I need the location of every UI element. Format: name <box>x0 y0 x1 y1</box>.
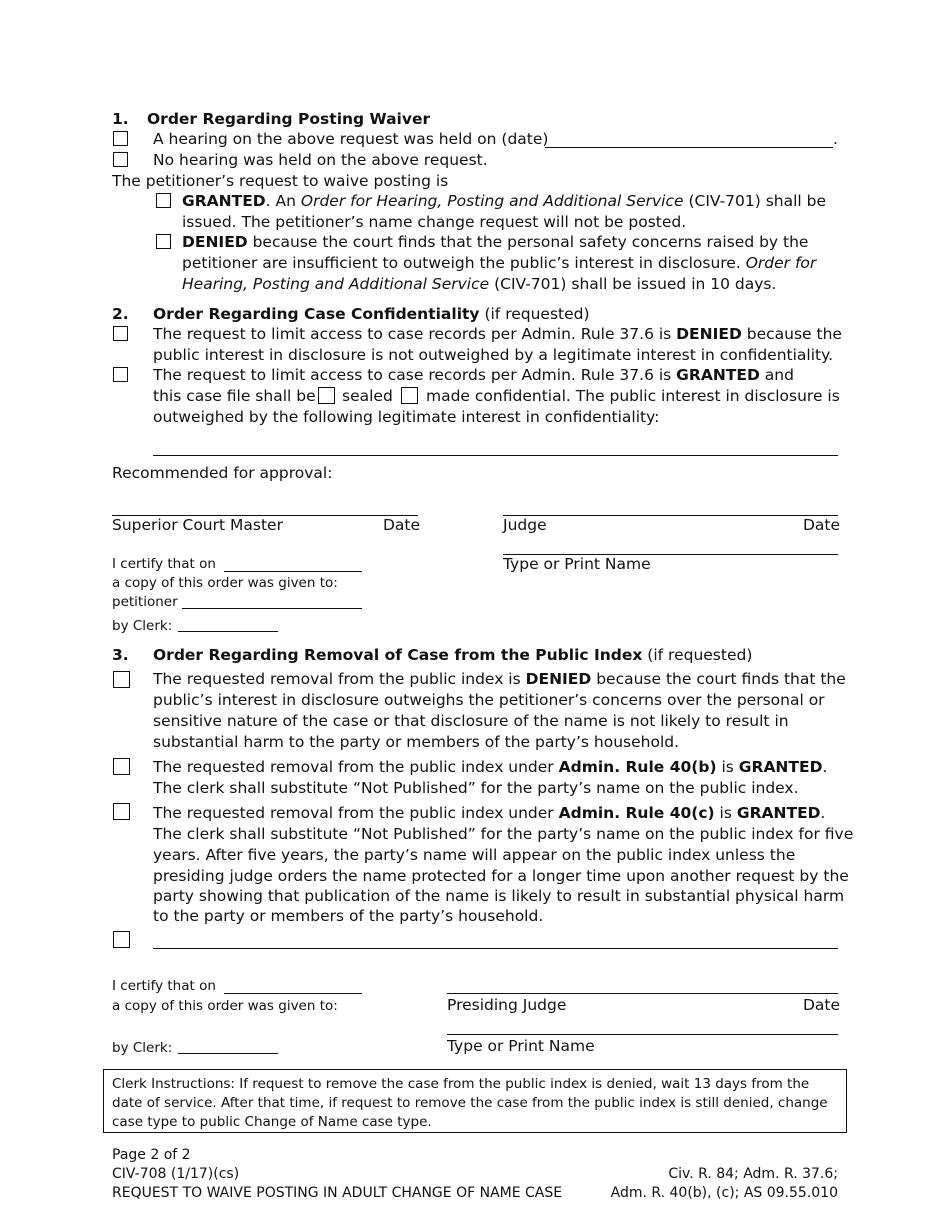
no-hearing-checkbox[interactable] <box>113 152 128 167</box>
hearing-held-label: A hearing on the above request was held on (date) <box>153 130 549 148</box>
clerk-instructions-text: Clerk Instructions: If request to remove the case from the public index is denied, wait 13 days from the date of service. After that time, if request to remove the case from the public index is still denied, change case type to public Change of Name case type. <box>112 1076 828 1130</box>
cert2-clerk-line[interactable] <box>178 1053 278 1054</box>
section-2-number: 2. <box>112 305 129 323</box>
footer-page-number: Page 2 of 2 <box>112 1147 191 1163</box>
removal-40c-line3: years. After five years, the party’s name will appear on the public index unless the <box>153 846 796 864</box>
posting-denied-line1: DENIED because the court finds that the personal safety concerns raised by the <box>182 233 809 251</box>
removal-40c-line6: to the party or members of the party’s household. <box>153 907 544 925</box>
presiding-judge-signature-line[interactable] <box>447 993 838 994</box>
posting-granted-line2: issued. The petitioner’s name change request will not be posted. <box>182 213 687 231</box>
section-3-title: Order Regarding Removal of Case from the Public Index (if requested) <box>153 646 753 664</box>
judge-label: Judge <box>503 516 547 534</box>
sealed-label: sealed <box>342 387 393 405</box>
presiding-judge-date-label: Date <box>803 996 841 1014</box>
confidentiality-denied-line2: public interest in disclosure is not outweighed by a legitimate interest in confidentiality. <box>153 346 834 364</box>
confidentiality-granted-line2a: this case file shall be <box>153 387 316 405</box>
cert2-date-line[interactable] <box>224 993 362 994</box>
cert1-clerk-label: by Clerk: <box>112 618 173 634</box>
footer-form-number: CIV-708 (1/17)(cs) <box>112 1166 240 1182</box>
removal-40b-line2: The clerk shall substitute “Not Published” for the party’s name on the public index. <box>153 779 799 797</box>
section-1-number: 1. <box>112 110 129 128</box>
section-2-title: Order Regarding Case Confidentiality (if requested) <box>153 305 590 323</box>
posting-granted-line1: GRANTED. An Order for Hearing, Posting and Additional Service (CIV-701) shall be <box>182 192 827 210</box>
confidential-checkbox[interactable] <box>401 387 418 404</box>
removal-denied-line3: sensitive nature of the case or that disclosure of the name is not likely to result in <box>153 712 789 730</box>
legitimate-interest-line[interactable] <box>153 455 838 456</box>
footer-rules-line2: Adm. R. 40(b), (c); AS 09.55.010 <box>610 1185 838 1201</box>
confidentiality-granted-checkbox[interactable] <box>113 367 128 382</box>
presiding-judge-label: Presiding Judge <box>447 996 567 1014</box>
removal-40c-line4: presiding judge orders the name protected for a longer time upon another request by the <box>153 867 849 885</box>
cert1-clerk-line[interactable] <box>178 631 278 632</box>
clerk-instructions-box <box>103 1069 847 1133</box>
confidentiality-denied-line1: The request to limit access to case records per Admin. Rule 37.6 is DENIED because the <box>153 325 842 343</box>
no-hearing-label: No hearing was held on the above request. <box>153 151 488 169</box>
master-date-label: Date <box>383 516 421 534</box>
hearing-date-line[interactable] <box>545 147 833 148</box>
removal-40c-line2: The clerk shall substitute “Not Published” for the party’s name on the public index for five <box>153 825 854 843</box>
posting-denied-line2: petitioner are insufficient to outweigh the public’s interest in disclosure. Order for <box>182 254 817 272</box>
removal-other-checkbox[interactable] <box>113 931 130 948</box>
footer-rules-line1: Civ. R. 84; Adm. R. 37.6; <box>668 1166 838 1182</box>
presiding-type-print-label: Type or Print Name <box>447 1037 595 1055</box>
footer-form-title: REQUEST TO WAIVE POSTING IN ADULT CHANGE OF NAME CASE <box>112 1185 563 1201</box>
confidential-label: made confidential. The public interest in disclosure is <box>426 387 840 405</box>
judge-date-label: Date <box>803 516 841 534</box>
confidentiality-denied-checkbox[interactable] <box>113 326 128 341</box>
judge-signature-line[interactable] <box>503 515 838 516</box>
removal-40b-checkbox[interactable] <box>113 758 130 775</box>
posting-denied-line3: Hearing, Posting and Additional Service (CIV-701) shall be issued in 10 days. <box>182 275 777 293</box>
cert1-petitioner-label: petitioner <box>112 594 178 610</box>
removal-denied-line1: The requested removal from the public index is DENIED because the court finds that the <box>153 670 846 688</box>
cert2-clerk-label: by Clerk: <box>112 1040 173 1056</box>
hearing-period: . <box>833 130 838 148</box>
hearing-held-checkbox[interactable] <box>113 131 128 146</box>
cert2-line2: a copy of this order was given to: <box>112 998 338 1014</box>
removal-40b-line1: The requested removal from the public index under Admin. Rule 40(b) is GRANTED. <box>153 758 828 776</box>
cert2-line1: I certify that on <box>112 978 216 994</box>
presiding-judge-name-line[interactable] <box>447 1034 838 1035</box>
cert1-date-line[interactable] <box>224 571 362 572</box>
cert1-petitioner-line[interactable] <box>182 608 362 609</box>
section-1-title: Order Regarding Posting Waiver <box>147 110 431 128</box>
confidentiality-granted-line3: outweighed by the following legitimate interest in confidentiality: <box>153 408 660 426</box>
removal-40c-line5: party showing that publication of the name is likely to result in substantial physical harm <box>153 887 845 905</box>
removal-40c-line1: The requested removal from the public index under Admin. Rule 40(c) is GRANTED. <box>153 804 826 822</box>
posting-denied-checkbox[interactable] <box>156 234 171 249</box>
type-or-print-name-label: Type or Print Name <box>503 555 651 573</box>
sealed-checkbox[interactable] <box>318 387 335 404</box>
confidentiality-granted-line1: The request to limit access to case records per Admin. Rule 37.6 is GRANTED and <box>153 366 794 384</box>
removal-other-line[interactable] <box>153 948 838 949</box>
superior-court-master-label: Superior Court Master <box>112 516 283 534</box>
recommended-for-approval: Recommended for approval: <box>112 464 333 482</box>
section-3-number: 3. <box>112 646 129 664</box>
posting-granted-checkbox[interactable] <box>156 193 171 208</box>
posting-waiver-intro: The petitioner’s request to waive posting is <box>112 172 449 190</box>
removal-denied-checkbox[interactable] <box>113 671 130 688</box>
cert1-line2: a copy of this order was given to: <box>112 575 338 591</box>
removal-denied-line2: public’s interest in disclosure outweighs the petitioner’s concerns over the personal or <box>153 691 825 709</box>
removal-denied-line4: substantial harm to the party or members of the party’s household. <box>153 733 680 751</box>
removal-40c-checkbox[interactable] <box>113 803 130 820</box>
cert1-line1: I certify that on <box>112 556 216 572</box>
